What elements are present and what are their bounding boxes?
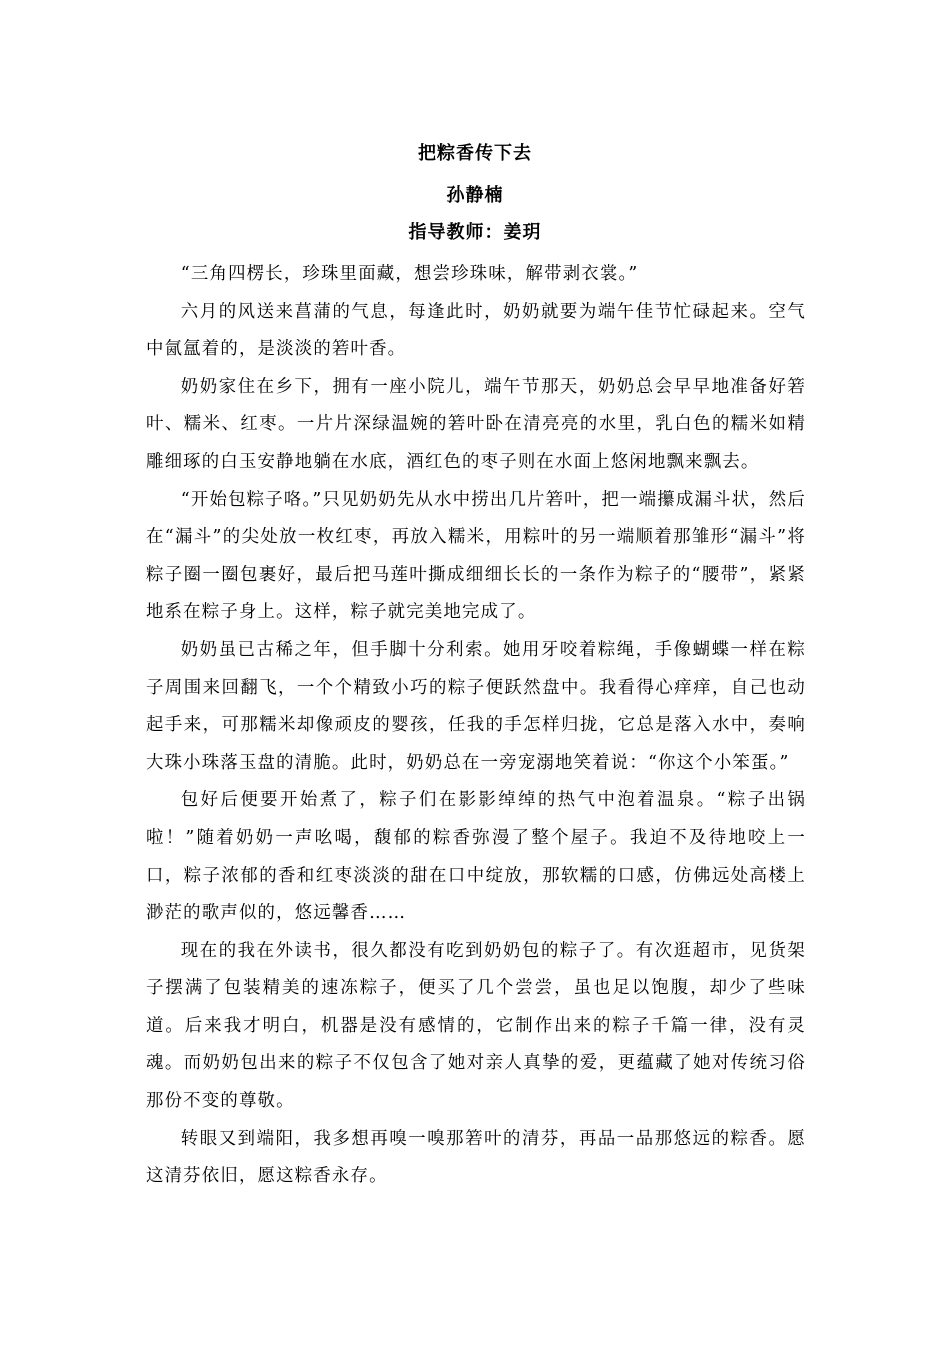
paragraph-2: 六月的风送来菖蒲的气息，每逢此时，奶奶就要为端午佳节忙碌起来。空气中氤氲着的，是淡淡的箬叶香。 bbox=[146, 301, 806, 360]
paragraph-3: 奶奶家住在乡下，拥有一座小院儿，端午节那天，奶奶总会早早地准备好箬叶、糯米、红枣。一片片深绿温婉的箬叶卧在清亮亮的水里，乳白色的糯米如精雕细琢的白玉安静地躺在水底，酒红色的枣子则在水面上悠闲地飘来飘去。 bbox=[146, 376, 806, 472]
paragraph-4: “开始包粽子咯。”只见奶奶先从水中捞出几片箬叶，把一端攥成漏斗状，然后在“漏斗”的尖处放一枚红枣，再放入糯米，用粽叶的另一端顺着那雏形“漏斗”将粽子圈一圈包裹好，最后把马莲叶撕成细细长长的一条作为粽子的“腰带”，紧紧地系在粽子身上。这样，粽子就完美地完成了。 bbox=[146, 489, 806, 623]
paragraph-5: 奶奶虽已古稀之年，但手脚十分利索。她用牙咬着粽绳，手像蝴蝶一样在粽子周围来回翻飞，一个个精致小巧的粽子便跃然盘中。我看得心痒痒，自己也动起手来，可那糯米却像顽皮的婴孩，任我的手怎样归拢，它总是落入水中，奏响大珠小珠落玉盘的清脆。此时，奶奶总在一旁宠溺地笑着说：“你这个小笨蛋。” bbox=[146, 639, 806, 773]
essay-title: 把粽香传下去 bbox=[418, 143, 532, 164]
paragraph-7: 现在的我在外读书，很久都没有吃到奶奶包的粽子了。有次逛超市，见货架子摆满了包装精美的速冻粽子，便买了几个尝尝，虽也足以饱腹，却少了些味道。后来我才明白，机器是没有感情的，它制作出来的粽子千篇一律，没有灵魂。而奶奶包出来的粽子不仅包含了她对亲人真挚的爱，更蕴藏了她对传统习俗那份不变的尊敬。 bbox=[146, 940, 806, 1112]
paragraph-6: 包好后便要开始煮了，粽子们在影影绰绰的热气中泡着温泉。“粽子出锅啦！”随着奶奶一声吆喝，馥郁的粽香弥漫了整个屋子。我迫不及待地咬上一口，粽子浓郁的香和红枣淡淡的甜在口中绽放，那软糯的口感，仿佛远处高楼上渺茫的歌声似的，悠远馨香…… bbox=[146, 790, 806, 924]
paragraph-1: “三角四楞长，珍珠里面藏，想尝珍珠味，解带剥衣裳。” bbox=[180, 264, 639, 284]
essay-body bbox=[146, 256, 806, 1196]
instructor-line: 指导教师：姜玥 bbox=[408, 222, 542, 243]
author-name: 孙静楠 bbox=[446, 185, 504, 206]
paragraph-8: 转眼又到端阳，我多想再嗅一嗅那箬叶的清芬，再品一品那悠远的粽香。愿这清芬依旧，愿这粽香永存。 bbox=[146, 1128, 806, 1187]
